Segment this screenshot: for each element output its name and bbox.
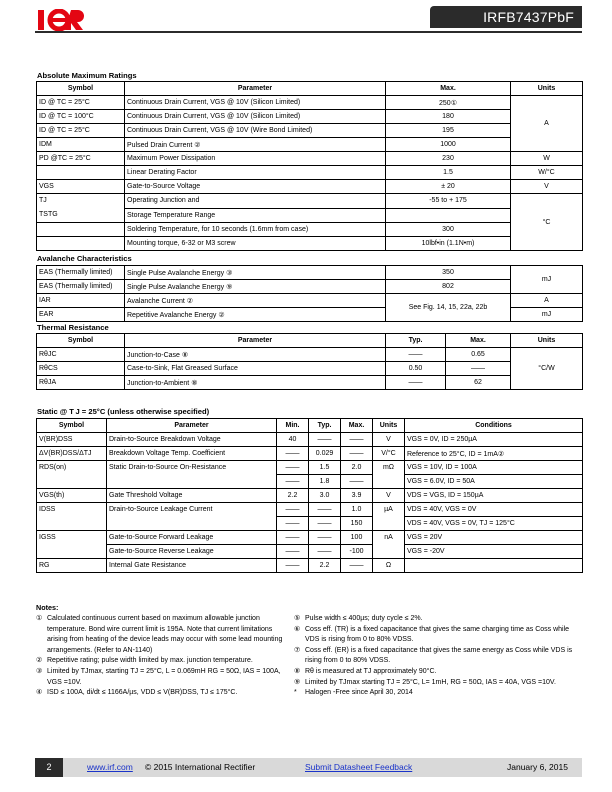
param-cell: Static Drain-to-Source On-Resistance	[107, 461, 277, 489]
max-cell: 180	[386, 110, 511, 124]
param-cell: Continuous Drain Current, VGS @ 10V (Wire Bond Limited)	[125, 124, 386, 138]
symbol-cell: RθJC	[37, 348, 125, 362]
note-number: *	[294, 689, 297, 697]
note-item	[294, 678, 582, 689]
typ-cell: ——	[309, 433, 341, 447]
col-header: Symbol	[37, 334, 125, 348]
max-cell: ——	[341, 447, 373, 461]
symbol-cell: ID @ TC = 25°C	[37, 124, 125, 138]
symbol-cell: VGS	[37, 180, 125, 194]
cond-cell: VDS = VGS, ID = 150µA	[405, 489, 583, 503]
max-cell	[386, 208, 511, 223]
unit-cell: A	[511, 96, 583, 152]
col-header: Symbol	[37, 82, 125, 96]
param-cell: Pulsed Drain Current ②	[125, 138, 386, 152]
max-cell: 10lbf•in (1.1N•m)	[386, 237, 511, 251]
col-header: Symbol	[37, 419, 107, 433]
header-rule	[35, 31, 582, 33]
symbol-cell: RDS(on)	[37, 461, 107, 489]
param-cell: Repetitive Avalanche Energy ②	[125, 308, 386, 322]
cond-cell: VGS = 20V	[405, 531, 583, 545]
notes-left	[36, 614, 288, 699]
note-item	[294, 646, 582, 667]
note-text: Rθ is measured at TJ approximately 90°C.	[305, 667, 437, 675]
copyright-text: © 2015 International Rectifier	[145, 762, 256, 772]
max-cell: 62	[446, 376, 511, 390]
table-row	[37, 559, 583, 573]
symbol-cell: VGS(th)	[37, 489, 107, 503]
avalanche-table	[36, 265, 583, 322]
cond-cell: VDS = 40V, VGS = 0V	[405, 503, 583, 517]
page-number: 2	[35, 758, 63, 777]
min-cell: ——	[277, 461, 309, 475]
param-cell: Junction-to-Case ⑧	[125, 348, 386, 362]
note-number: ①	[36, 615, 43, 622]
avalanche-title: Avalanche Characteristics	[37, 254, 132, 263]
cond-cell: VGS = 0V, ID = 250µA	[405, 433, 583, 447]
thermal-title: Thermal Resistance	[37, 323, 109, 332]
symbol-cell	[37, 237, 125, 251]
table-row	[37, 362, 583, 376]
max-cell: 1000	[386, 138, 511, 152]
min-cell: ——	[277, 559, 309, 573]
table-row	[37, 96, 583, 110]
symbol-cell: V(BR)DSS	[37, 433, 107, 447]
col-header: Units	[511, 82, 583, 96]
note-number: ⑥	[294, 625, 301, 633]
symbol-cell: ΔV(BR)DSS/ΔTJ	[37, 447, 107, 461]
table-row	[37, 280, 583, 294]
typ-cell: ——	[309, 531, 341, 545]
max-cell: -55 to + 175	[386, 194, 511, 209]
param-cell: Storage Temperature Range	[125, 208, 386, 223]
symbol-cell: IDSS	[37, 503, 107, 531]
max-cell: ——	[446, 362, 511, 376]
param-cell: Gate-to-Source Reverse Leakage	[107, 545, 277, 559]
param-cell: Continuous Drain Current, VGS @ 10V (Silicon Limited)	[125, 96, 386, 110]
note-number: ⑤	[294, 615, 301, 622]
note-number: ⑨	[294, 678, 301, 686]
symbol-cell: RG	[37, 559, 107, 573]
note-text: Coss eff. (ER) is a fixed capacitance that gives the same energy as Coss while VDS is rising from 0 to 80% VDSS.	[305, 646, 573, 665]
table-row	[37, 194, 583, 209]
cond-cell: VGS = 10V, ID = 100A	[405, 461, 583, 475]
col-header: Max.	[446, 334, 511, 348]
col-header: Max.	[341, 419, 373, 433]
param-cell: Avalanche Current ②	[125, 294, 386, 308]
max-cell: 802	[386, 280, 511, 294]
note-item	[294, 667, 582, 678]
symbol-cell: RθCS	[37, 362, 125, 376]
unit-cell: V	[373, 489, 405, 503]
symbol-cell: IAR	[37, 294, 125, 308]
table-row	[37, 433, 583, 447]
table-row	[37, 152, 583, 166]
param-cell: Breakdown Voltage Temp. Coefficient	[107, 447, 277, 461]
min-cell: ——	[277, 517, 309, 531]
note-item	[36, 667, 288, 688]
param-cell: Drain-to-Source Leakage Current	[107, 503, 277, 531]
table-row	[37, 124, 583, 138]
header-bar	[430, 6, 582, 28]
param-cell: Maximum Power Dissipation	[125, 152, 386, 166]
unit-cell: V	[511, 180, 583, 194]
cond-cell: Reference to 25°C, ID = 1mA②	[405, 447, 583, 461]
symbol-cell: ID @ TC = 25°C	[37, 96, 125, 110]
symbol-cell: EAS (Thermally limited)	[37, 266, 125, 280]
max-cell: 300	[386, 223, 511, 237]
note-item	[294, 625, 582, 646]
note-number: ②	[36, 657, 43, 665]
param-cell: Mounting torque, 6-32 or M3 screw	[125, 237, 386, 251]
table-row	[37, 447, 583, 461]
param-cell: Junction-to-Ambient ⑧	[125, 376, 386, 390]
symbol-cell: RθJA	[37, 376, 125, 390]
table-row	[37, 489, 583, 503]
col-header: Min.	[277, 419, 309, 433]
table-row	[37, 531, 583, 545]
table-header-row	[37, 82, 583, 96]
note-number: ④	[36, 689, 43, 697]
unit-cell: V	[373, 433, 405, 447]
unit-cell: mJ	[511, 308, 583, 322]
unit-cell: °C/W	[511, 348, 583, 390]
max-cell: 0.65	[446, 348, 511, 362]
max-cell: 100	[341, 531, 373, 545]
table-row	[37, 461, 583, 475]
max-cell: 150	[341, 517, 373, 531]
min-cell: ——	[277, 531, 309, 545]
param-cell: Soldering Temperature, for 10 seconds (1.6mm from case)	[125, 223, 386, 237]
typ-cell: ——	[386, 376, 446, 390]
min-cell: ——	[277, 447, 309, 461]
note-item	[36, 688, 288, 699]
unit-cell: mJ	[511, 266, 583, 294]
date-text: January 6, 2015	[507, 762, 568, 772]
max-cell: ——	[341, 433, 373, 447]
note-text: Limited by TJmax, starting TJ = 25°C, L = 0.069mH RG = 50Ω, IAS = 100A, VGS =10V.	[47, 667, 281, 686]
table-header-row	[37, 334, 583, 348]
cond-cell	[405, 559, 583, 573]
unit-cell: °C	[511, 194, 583, 251]
max-cell: 350	[386, 266, 511, 280]
symbol-cell	[37, 166, 125, 180]
table-row	[37, 138, 583, 152]
table-row	[37, 294, 583, 308]
min-cell: ——	[277, 475, 309, 489]
unit-cell: W	[511, 152, 583, 166]
param-cell: Linear Derating Factor	[125, 166, 386, 180]
unit-cell: W/°C	[511, 166, 583, 180]
max-cell: 230	[386, 152, 511, 166]
note-text: Repetitive rating; pulse width limited by max. junction temperature.	[47, 657, 253, 665]
col-header: Units	[511, 334, 583, 348]
min-cell: 2.2	[277, 489, 309, 503]
unit-cell: A	[511, 294, 583, 308]
max-cell: See Fig. 14, 15, 22a, 22b	[386, 294, 511, 322]
param-cell: Drain-to-Source Breakdown Voltage	[107, 433, 277, 447]
table-row	[37, 180, 583, 194]
note-item	[294, 688, 582, 699]
symbol-cell: IDM	[37, 138, 125, 152]
min-cell: ——	[277, 503, 309, 517]
cond-cell: VGS = 6.0V, ID = 50A	[405, 475, 583, 489]
static-title: Static @ T J = 25°C (unless otherwise specified)	[37, 407, 210, 416]
unit-cell: Ω	[373, 559, 405, 573]
note-number: ⑧	[294, 667, 301, 675]
feedback-link[interactable]: Submit Datasheet Feedback	[305, 762, 413, 772]
typ-cell: 3.0	[309, 489, 341, 503]
symbol-cell: EAS (Thermally limited)	[37, 280, 125, 294]
ir-logo	[38, 9, 84, 31]
param-cell: Operating Junction and	[125, 194, 386, 209]
symbol-cell: IGSS	[37, 531, 107, 559]
symbol-tstg: TSTG	[39, 211, 58, 218]
note-text: Halogen -Free since April 30, 2014	[305, 689, 413, 697]
max-cell: 195	[386, 124, 511, 138]
col-header: Units	[373, 419, 405, 433]
param-cell: Case-to-Sink, Flat Greased Surface	[125, 362, 386, 376]
symbol-cell: ID @ TC = 100°C	[37, 110, 125, 124]
col-header: Conditions	[405, 419, 583, 433]
note-text: Pulse width ≤ 400µs; duty cycle ≤ 2%.	[305, 615, 423, 622]
note-item	[36, 656, 288, 667]
symbol-cell	[37, 223, 125, 237]
unit-cell: V/°C	[373, 447, 405, 461]
typ-cell: 0.029	[309, 447, 341, 461]
symbol-tj: TJ	[39, 197, 47, 204]
note-item	[294, 614, 582, 625]
typ-cell: 2.2	[309, 559, 341, 573]
part-number: IRFB7437PbF	[483, 9, 574, 25]
note-number: ⑦	[294, 646, 301, 654]
note-text: ISD ≤ 100A, di/dt ≤ 1166A/µs, VDD ≤ V(BR)DSS, TJ ≤ 175°C.	[47, 689, 238, 697]
col-header: Parameter	[125, 82, 386, 96]
absolute-max-table	[36, 81, 583, 251]
cond-cell: VDS = 40V, VGS = 0V, TJ = 125°C	[405, 517, 583, 531]
col-header: Typ.	[386, 334, 446, 348]
max-cell: ——	[341, 475, 373, 489]
max-cell: ——	[341, 559, 373, 573]
param-cell: Internal Gate Resistance	[107, 559, 277, 573]
max-cell: 250①	[386, 96, 511, 110]
table-row	[37, 545, 583, 559]
max-cell: 3.9	[341, 489, 373, 503]
table-row	[37, 110, 583, 124]
symbol-cell: EAR	[37, 308, 125, 322]
col-header: Typ.	[309, 419, 341, 433]
col-header: Max.	[386, 82, 511, 96]
table-row	[37, 223, 583, 237]
table-row	[37, 376, 583, 390]
col-header: Parameter	[125, 334, 386, 348]
table-row	[37, 266, 583, 280]
typ-cell: ——	[386, 348, 446, 362]
max-cell: ± 20	[386, 180, 511, 194]
typ-cell: 0.50	[386, 362, 446, 376]
max-cell: -100	[341, 545, 373, 559]
unit-cell: nA	[373, 531, 405, 559]
ior-logo-mark	[38, 9, 84, 31]
note-text: Coss eff. (TR) is a fixed capacitance that gives the same charging time as Coss while VDS is rising from 0 to 80% VDSS.	[305, 625, 570, 644]
note-text: Calculated continuous current based on maximum allowable junction temperature. Bond wire current limit is 195A. Note that current limitations arising from heating of the device leads may occur with some lead mounting arrangements. (Refer to AN-1140)	[47, 615, 283, 654]
typ-cell: 1.8	[309, 475, 341, 489]
typ-cell: ——	[309, 503, 341, 517]
unit-cell: mΩ	[373, 461, 405, 489]
min-cell: ——	[277, 545, 309, 559]
note-text: Limited by TJmax starting TJ = 25°C, L= 1mH, RG = 50Ω, IAS = 40A, VGS =10V.	[305, 678, 556, 686]
website-link[interactable]: www.irf.com	[87, 762, 133, 772]
max-cell: 1.5	[386, 166, 511, 180]
param-cell: Continuous Drain Current, VGS @ 10V (Silicon Limited)	[125, 110, 386, 124]
param-cell: Gate Threshold Voltage	[107, 489, 277, 503]
table-row	[37, 503, 583, 517]
max-cell: 2.0	[341, 461, 373, 475]
notes-title: Notes:	[36, 603, 59, 612]
absolute-max-title: Absolute Maximum Ratings	[37, 71, 137, 80]
param-cell: Gate-to-Source Forward Leakage	[107, 531, 277, 545]
param-cell: Single Pulse Avalanche Energy ⑨	[125, 280, 386, 294]
typ-cell: ——	[309, 545, 341, 559]
min-cell: 40	[277, 433, 309, 447]
note-number: ③	[36, 667, 43, 675]
table-row	[37, 166, 583, 180]
notes-right	[294, 614, 582, 699]
table-row	[37, 348, 583, 362]
cond-cell: VGS = -20V	[405, 545, 583, 559]
param-cell: Single Pulse Avalanche Energy ③	[125, 266, 386, 280]
symbol-cell	[37, 194, 125, 223]
col-header: Parameter	[107, 419, 277, 433]
unit-cell: µA	[373, 503, 405, 531]
note-item	[36, 614, 288, 656]
typ-cell: 1.5	[309, 461, 341, 475]
table-row	[37, 237, 583, 251]
param-cell: Gate-to-Source Voltage	[125, 180, 386, 194]
thermal-table	[36, 333, 583, 390]
symbol-cell: PD @TC = 25°C	[37, 152, 125, 166]
typ-cell: ——	[309, 517, 341, 531]
max-cell: 1.0	[341, 503, 373, 517]
static-table	[36, 418, 583, 573]
table-header-row	[37, 419, 583, 433]
